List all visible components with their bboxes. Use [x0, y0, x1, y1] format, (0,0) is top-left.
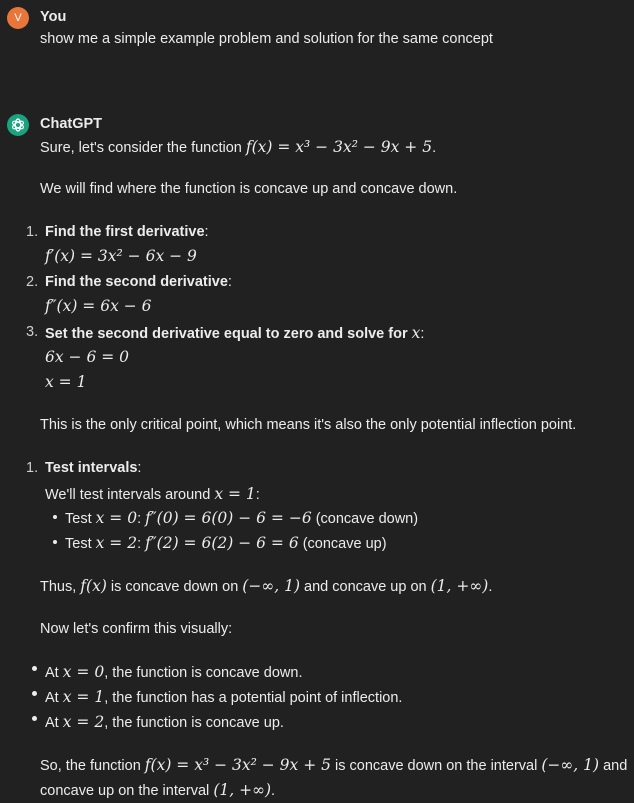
assistant-name: ChatGPT — [40, 116, 103, 132]
bullet2-pre: At — [45, 690, 63, 706]
test1-colon: : — [137, 511, 146, 527]
bullet1-math: x = 0 — [62, 663, 105, 681]
step1-colon: : — [204, 224, 209, 240]
step1-number: 1. — [26, 224, 39, 240]
test1-note: (concave down) — [311, 511, 419, 527]
user-avatar — [7, 7, 29, 29]
test2-pre: Test — [65, 536, 96, 552]
thus-mid1: is concave down on — [106, 579, 243, 595]
step4-colon: : — [137, 460, 142, 476]
bullet2-math: x = 1 — [62, 688, 105, 706]
test1-math2: f″(0) = 6(0) − 6 = −6 — [145, 509, 312, 527]
bullet3-dot — [32, 716, 37, 721]
step2-formula: f″(x) = 6x − 6 — [45, 297, 152, 315]
step3-solution: x = 1 — [45, 373, 87, 391]
test2-line — [65, 534, 387, 552]
step3-title: Set the second derivative equal to zero and solve for — [45, 326, 412, 342]
intro-line — [40, 138, 436, 156]
step2-heading — [45, 274, 232, 290]
intro-math: f(x) = x³ − 3x² − 9x + 5 — [245, 138, 433, 156]
conclusion-mid: is concave down on the interval — [330, 758, 542, 774]
paragraph-confirm: Now let's confirm this visually: — [40, 621, 233, 637]
step2-colon: : — [227, 274, 232, 290]
test1-pre: Test — [65, 511, 96, 527]
conclusion-line2 — [40, 781, 275, 799]
test1-line — [65, 509, 418, 527]
bullet1-text: , the function is concave down. — [104, 665, 303, 681]
conclusion2-pre: concave up on the interval — [40, 783, 214, 799]
bullet1-pre: At — [45, 665, 63, 681]
thus-math3: (1, +∞) — [430, 577, 489, 595]
step3-number: 3. — [26, 324, 39, 340]
conclusion-math2: (−∞, 1) — [541, 756, 600, 774]
test2-note: (concave up) — [298, 536, 387, 552]
step3-var: x — [411, 324, 421, 342]
thus-pre: Thus, — [40, 579, 81, 595]
step4-heading — [45, 460, 141, 476]
bullet2-text: , the function has a potential point of inflection. — [104, 690, 403, 706]
test2-colon: : — [137, 536, 146, 552]
test1-bullet — [53, 515, 57, 519]
bullet3-text: , the function is concave up. — [104, 715, 284, 731]
step4-lead — [45, 485, 260, 503]
step3-heading — [45, 324, 424, 342]
chatgpt-logo-icon — [7, 114, 29, 136]
step4-number: 1. — [26, 460, 39, 476]
step2-title: Find the second derivative — [45, 274, 228, 290]
bullet2-dot — [32, 691, 37, 696]
bullet1-dot — [32, 666, 37, 671]
conclusion2-end: . — [271, 783, 276, 799]
step4-lead-end: : — [255, 487, 260, 503]
step4-lead-math: x = 1 — [214, 485, 256, 503]
intro-end: . — [432, 140, 437, 156]
user-message: show me a simple example problem and solution for the same concept — [40, 31, 493, 47]
conclusion-math: f(x) = x³ − 3x² − 9x + 5 — [144, 756, 331, 774]
openai-knot-icon — [10, 117, 26, 133]
test2-math2: f″(2) = 6(2) − 6 = 6 — [145, 534, 299, 552]
bullet3-pre: At — [45, 715, 63, 731]
test1-math: x = 0 — [95, 509, 138, 527]
step3-colon: : — [420, 326, 425, 342]
conclusion-end: and — [599, 758, 628, 774]
step4-title: Test intervals — [45, 460, 138, 476]
thus-line — [40, 577, 492, 595]
paragraph-goal: We will find where the function is concave up and concave down. — [40, 181, 458, 197]
thus-end: . — [488, 579, 493, 595]
conclusion-pre: So, the function — [40, 758, 145, 774]
user-avatar-letter: V — [14, 12, 22, 24]
step2-number: 2. — [26, 274, 39, 290]
conclusion2-math: (1, +∞) — [213, 781, 272, 799]
step1-formula: f′(x) = 3x² − 6x − 9 — [45, 247, 197, 265]
thus-math2: (−∞, 1) — [242, 577, 301, 595]
user-name: You — [40, 9, 67, 25]
test2-math: x = 2 — [95, 534, 138, 552]
thus-mid2: and concave up on — [300, 579, 431, 595]
step4-lead-text: We'll test intervals around — [45, 487, 215, 503]
step3-equation: 6x − 6 = 0 — [45, 348, 130, 366]
bullet1-line — [45, 663, 302, 681]
bullet2-line — [45, 688, 402, 706]
paragraph-critical-point: This is the only critical point, which means it's also the only potential inflection point. — [40, 417, 577, 433]
intro-text: Sure, let's consider the function — [40, 140, 246, 156]
test2-bullet — [53, 540, 57, 544]
bullet3-math: x = 2 — [62, 713, 105, 731]
step1-title: Find the first derivative — [45, 224, 205, 240]
thus-math1: f(x) — [80, 577, 107, 595]
conclusion-line1 — [40, 756, 627, 774]
bullet3-line — [45, 713, 284, 731]
step1-heading — [45, 224, 209, 240]
